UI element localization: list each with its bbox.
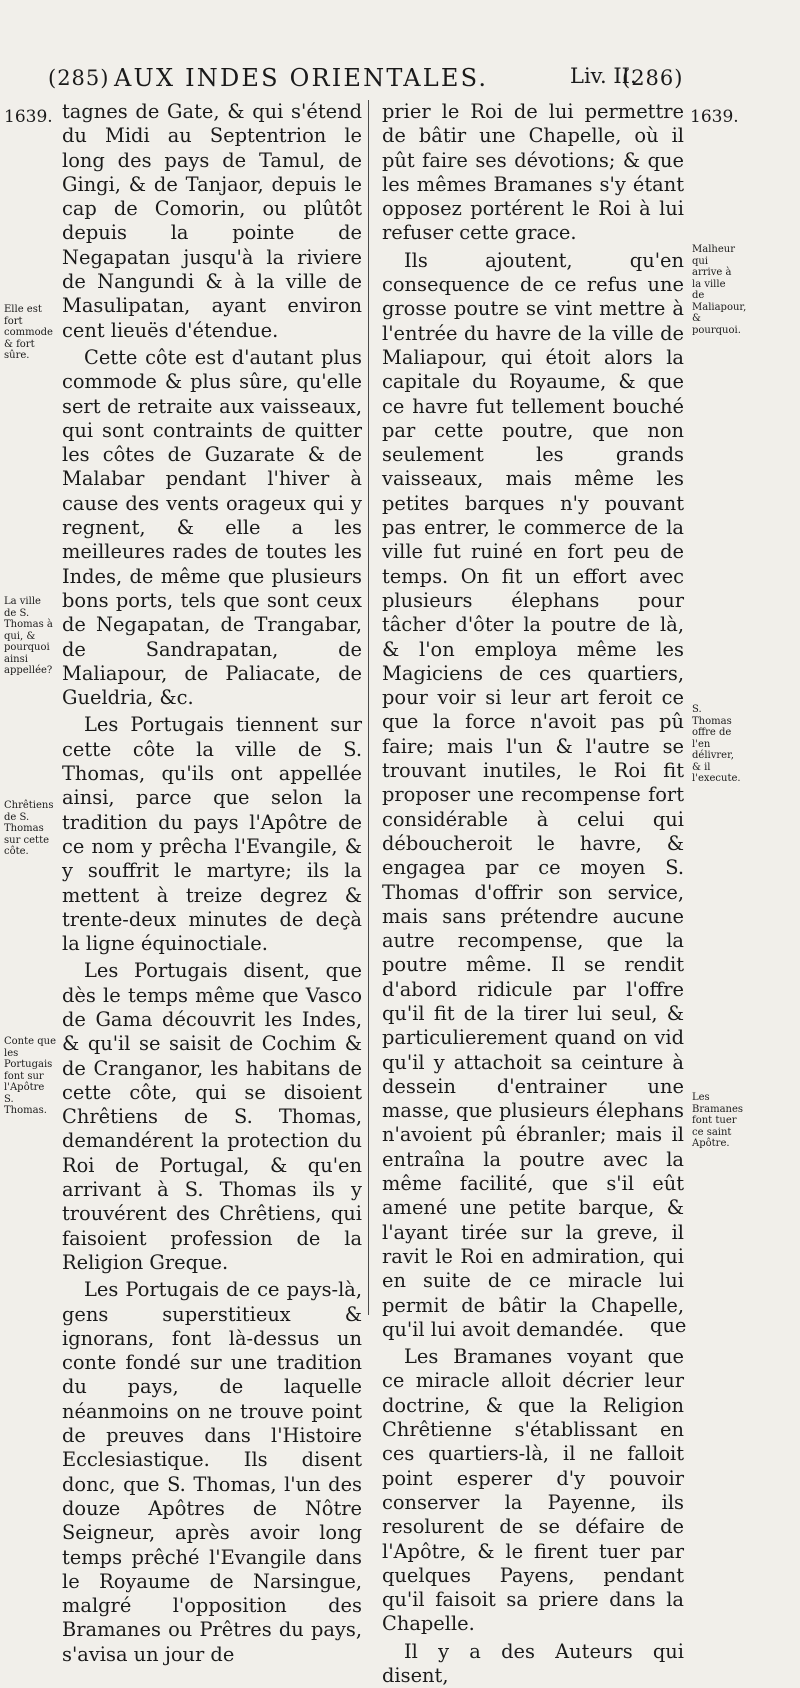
year-right: 1639. (690, 107, 739, 127)
left-column (62, 100, 362, 1667)
paragraph: Il y a des Auteurs qui disent, (382, 1639, 684, 1687)
paragraph: Les Portugais de ce pays-là, gens superstitieux & ignorans, font là-dessus un conte fondé sur une tradition du pays, de laquelle néanmoins on ne trouve point de preuves dans l'Histoire Ecclesiastique. Ils disent donc, que S. Thomas, l'un des douze Apôtres de Nôtre Seigneur, après avoir long temps prêché l'Evangile dans le Royaume de Narsingue, malgré l'opposition des Bramanes ou Prêtres du pays, s'avisa un jour de (62, 1278, 362, 1666)
margin-note: S. Thomas offre de l'en délivrer, & il l'execute. (692, 704, 741, 784)
column-divider (368, 100, 369, 1315)
running-header (40, 62, 752, 100)
margin-note: Elle est fort commode & fort sûre. (4, 304, 53, 361)
page-number-left: (285) (48, 66, 110, 90)
margin-note: Conte que les Portugais font sur l'Apôtre S. Thomas. (4, 1036, 56, 1116)
catchword: que (650, 1314, 687, 1337)
paragraph: Les Portugais tiennent sur cette côte la ville de S. Thomas, qu'ils ont appellée ainsi, parce que selon la tradition du pays l'Apôtre de ce nom y prêcha l'Evangile, & y souffrit le martyre; ils la mettent à treize degrez & trente-deux minutes de deçà la ligne équinoctiale. (62, 713, 362, 956)
page-number-right: (286) (622, 66, 684, 90)
margin-note: La ville de S. Thomas à qui, & pourquoi ainsi appellée? (4, 596, 53, 676)
paragraph: prier le Roi de lui permettre de bâtir une Chapelle, où il pût faire ses dévotions; & que les mêmes Bramanes s'y étant opposez portérent le Roi à lui refuser cette grace. (382, 100, 684, 245)
year-left: 1639. (4, 107, 53, 127)
margin-note: Chrêtiens de S. Thomas sur cette côte. (4, 800, 54, 857)
paragraph: Cette côte est d'autant plus commode & plus sûre, qu'elle sert de retraite aux vaisseaux, qui sont contraints de quitter les côtes de Guzarate & de Malabar pendant l'hiver à cause des vents orageux qui y regnent, & elle a les meilleures rades de toutes les Indes, de même que plusieurs bons ports, tels que sont ceux de Negapatan, de Trangabar, de Sandrapatan, de Maliapour, de Paliacate, de Gueldria, &c. (62, 345, 362, 710)
book-number: Liv. II. (570, 64, 637, 88)
paragraph: Les Portugais disent, que dès le temps même que Vasco de Gama découvrit les Indes, & qu'il se saisit de Cochim & de Cranganor, les habitans de cette côte, qui se disoient Chrêtiens de S. Thomas, demandérent la protection du Roi de Portugal, & qu'en arrivant à S. Thomas ils y trouvérent des Chrêtiens, qui faisoient profession de la Religion Greque. (62, 959, 362, 1274)
running-title: AUX INDES ORIENTALES. (114, 64, 489, 92)
paragraph: Ils ajoutent, qu'en consequence de ce refus une grosse poutre se vint mettre à l'entrée du havre de la ville de Maliapour, qui étoit alors la capitale du Royaume, & que ce havre fut tellement bouché par cette poutre, que non seulement les grands vaisseaux, mais même les petites barques n'y pouvant pas entrer, le commerce de la ville fut ruiné en fort peu de temps. On fit un effort avec plusieurs élephans pour tâcher d'ôter la poutre de là, & l'on employa même les Magiciens de ces quartiers, pour voir si leur art feroit ce que la force n'avoit pas pû faire; mais l'un & l'autre se trouvant inutiles, le Roi fit proposer une recompense fort considérable à celui qui déboucheroit le havre, & engagea par ce moyen S. Thomas d'offrir son service, mais sans prétendre aucune autre recompense, que la poutre même. Il se rendit d'abord ridicule par l'offre qu'il fit de la tirer lui seul, & particulierement quand on vid qu'il y attachoit sa ceinture à dessein d'entrainer une masse, que plusieurs élephans n'avoient pû ébranler; mais il entraîna la poutre avec la même facilité, que s'il eût amené une petite barque, & l'ayant tirée sur la greve, il ravit le Roi en admiration, qui en suite de ce miracle lui permit de bâtir la Chapelle, qu'il lui avoit demandée. (382, 248, 684, 1341)
right-column (382, 100, 687, 1688)
paragraph: Les Bramanes voyant que ce miracle alloit décrier leur doctrine, & que la Religion Chrêtienne s'établissant en ces quartiers-là, il ne falloit point esperer d'y pouvoir conserver la Payenne, ils resolurent de se défaire de l'Apôtre, & le firent tuer par quelques Payens, pendant qu'il faisoit sa priere dans la Chapelle. (382, 1345, 684, 1636)
margin-note: Malheur qui arrive à la ville de Maliapour, & pourquoi. (692, 244, 747, 336)
margin-note: Les Bramanes font tuer ce saint Apôtre. (692, 1092, 744, 1149)
paragraph: tagnes de Gate, & qui s'étend du Midi au Septentrion le long des pays de Tamul, de Gingi, & de Tanjaor, depuis le cap de Comorin, ou plûtôt depuis la pointe de Negapatan jusqu'à la riviere de Nangundi & à la ville de Masulipatan, ayant environ cent lieuës d'étendue. (62, 100, 362, 342)
